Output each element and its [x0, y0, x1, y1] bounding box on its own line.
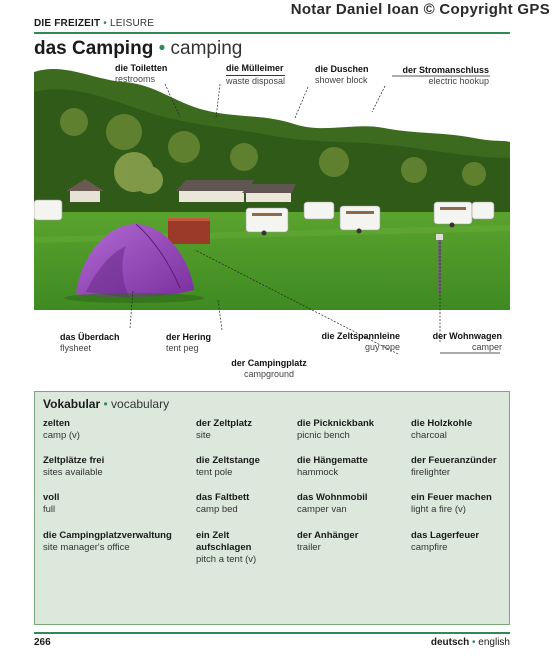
vocabulary-title-de: Vokabular [43, 397, 101, 411]
vocab-en: firelighter [411, 467, 451, 478]
vocab-item [411, 530, 529, 554]
vocab-de: der Anhänger [297, 530, 359, 541]
vocab-item [43, 492, 161, 516]
label-flysheet [60, 332, 120, 354]
label-electric-hookup [390, 65, 489, 87]
label-restrooms [115, 63, 167, 85]
vocab-item [411, 492, 509, 516]
vocabulary-title-dot: • [103, 397, 108, 411]
vocab-item [297, 530, 415, 554]
label-de: die Zeltspannleine [321, 331, 400, 341]
vocab-en: pitch a tent (v) [196, 554, 257, 565]
section-name-de: DIE FREIZEIT [34, 18, 101, 29]
vocab-de: das Lagerfeuer [411, 530, 480, 541]
vocab-en: tent pole [196, 467, 233, 478]
label-tent-peg [166, 332, 211, 354]
label-waste-disposal [226, 63, 285, 87]
vocab-de: voll [43, 492, 60, 503]
label-en: campground [243, 369, 295, 379]
label-guy-rope [320, 331, 400, 353]
vocabulary-box [34, 391, 510, 625]
bottom-divider [34, 632, 510, 634]
vocabulary-title [43, 397, 169, 411]
vocab-de: der Feueranzünder [411, 455, 497, 466]
footer-languages [431, 637, 510, 648]
campsite-photo [34, 62, 510, 310]
vocab-item [196, 530, 271, 566]
vocab-en: site manager's office [43, 542, 130, 553]
vocab-de: die Picknickbank [297, 418, 375, 429]
footer-lang-en: english [478, 637, 510, 648]
label-en: flysheet [60, 343, 92, 353]
vocab-en: trailer [297, 542, 321, 553]
vocab-item [411, 455, 509, 479]
vocab-de: ein Zelt aufschlagen [196, 530, 252, 553]
vocab-item [297, 455, 415, 479]
label-en: waste disposal [226, 76, 286, 86]
vocab-en: campfire [411, 542, 448, 553]
label-en: restrooms [115, 74, 156, 84]
top-divider [34, 32, 510, 34]
vocab-de: die Zeltstange [196, 455, 260, 466]
vocab-de: die Campingplatzverwaltung [43, 530, 172, 541]
page-title [34, 38, 242, 60]
vocab-de: das Wohnmobil [297, 492, 368, 503]
vocab-en: hammock [297, 467, 339, 478]
vocab-de: die Holzkohle [411, 418, 473, 429]
footer-lang-dot: • [472, 637, 476, 648]
label-en: camper [471, 342, 502, 352]
title-en: camping [170, 38, 243, 59]
vocab-en: full [43, 504, 56, 515]
vocab-en: light a fire (v) [411, 504, 466, 515]
vocab-en: camper van [297, 504, 347, 515]
vocab-item [297, 418, 415, 442]
vocab-item [297, 492, 415, 516]
vocab-en: charcoal [411, 430, 447, 441]
label-de: der Stromanschluss [402, 65, 489, 75]
vocabulary-title-en: vocabulary [111, 397, 170, 411]
label-de: die Mülleimer [226, 63, 285, 76]
vocab-en: sites available [43, 467, 103, 478]
page-number: 266 [34, 637, 51, 648]
vocab-item [43, 530, 183, 554]
section-header [34, 18, 154, 29]
vocab-item [43, 455, 161, 479]
title-dot: • [158, 38, 166, 59]
section-name-en: LEISURE [109, 18, 155, 29]
label-en: shower block [315, 75, 368, 85]
vocab-de: der Zeltplatz [196, 418, 252, 429]
vocab-de: ein Feuer machen [411, 492, 492, 503]
label-en: guy rope [364, 342, 400, 352]
label-de: die Duschen [315, 64, 369, 74]
footer-lang-de: deutsch [430, 637, 470, 648]
vocab-en: camp (v) [43, 430, 80, 441]
label-de: der Wohnwagen [432, 331, 502, 341]
vocab-de: Zeltplätze frei [43, 455, 105, 466]
label-de: der Campingplatz [231, 358, 307, 368]
label-de: der Hering [166, 332, 212, 342]
label-campground [224, 358, 314, 380]
label-de: die Toiletten [115, 63, 168, 73]
vocab-de: die Hängematte [297, 455, 368, 466]
vocab-en: picnic bench [297, 430, 350, 441]
copyright-watermark: Notar Daniel Ioan © Copyright GPS [290, 1, 550, 18]
vocab-en: camp bed [196, 504, 238, 515]
vocab-de: zelten [43, 418, 70, 429]
label-de: das Überdach [60, 332, 120, 342]
vocab-de: das Faltbett [196, 492, 250, 503]
label-en: tent peg [166, 343, 199, 353]
section-separator: • [103, 18, 107, 29]
label-shower-block [315, 64, 369, 86]
vocab-en: site [196, 430, 211, 441]
vocab-item [411, 418, 529, 442]
vocab-item [43, 418, 161, 442]
label-en: electric hookup [428, 76, 489, 86]
label-camper [420, 331, 502, 353]
title-de: das Camping [34, 38, 154, 59]
